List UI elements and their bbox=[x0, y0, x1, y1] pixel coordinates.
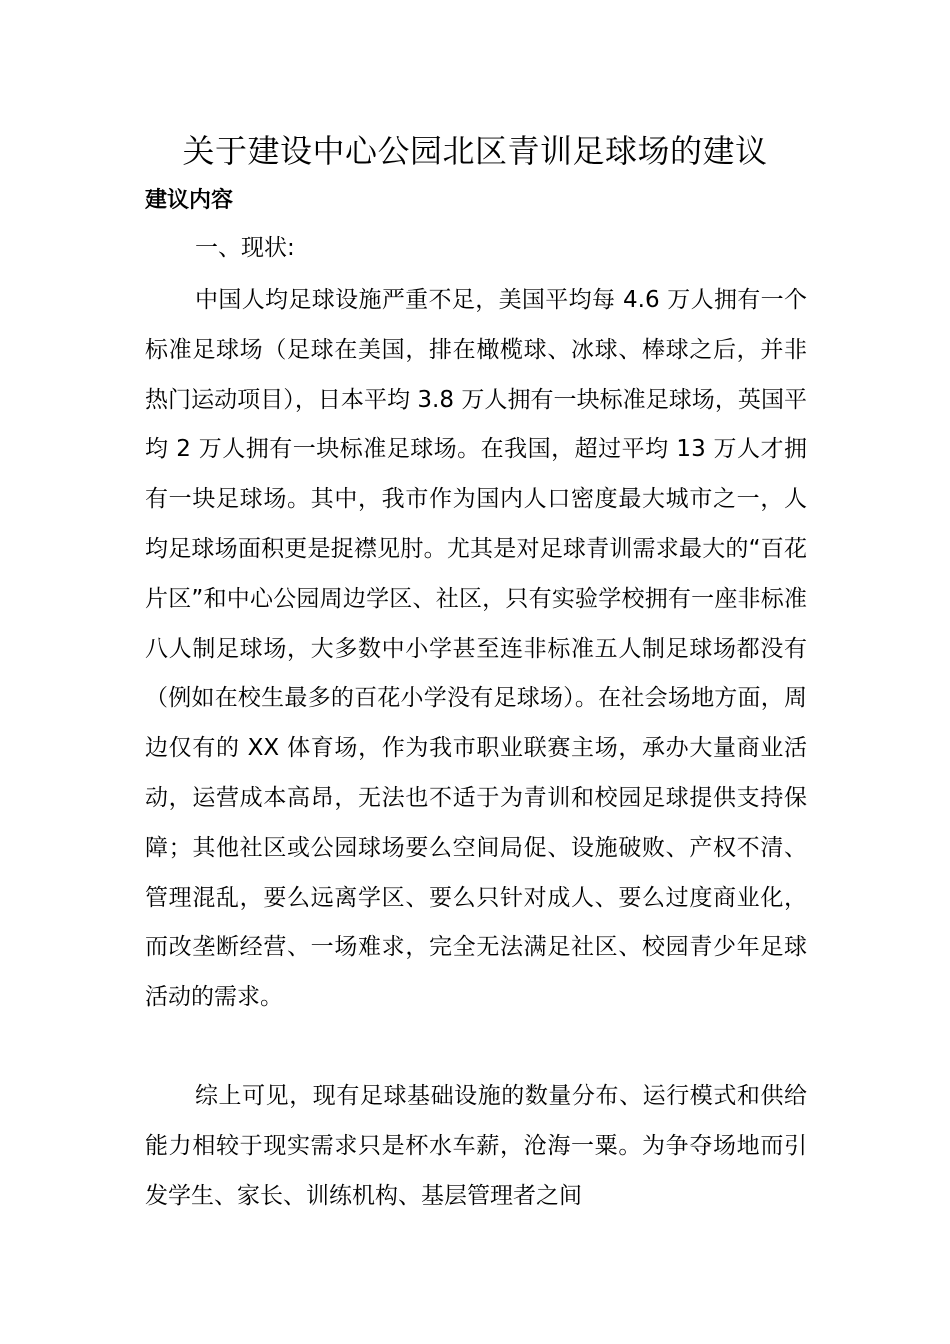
section-heading: 一、现状: bbox=[195, 235, 295, 261]
paragraph-status: 中国人均足球设施严重不足，美国平均每 4.6 万人拥有一个标准足球场（足球在美国，排在橄榄球、冰球、棒球之后，并非热门运动项目），日本平均 3.8 万人拥有一块标准足球场，英国平均 2 万人拥有一块标准足球场。在我国，超过平均 13 万人才拥有一块足球场。其中，我市作为国内人口密度最大城市之一，人均足球场面积更是捉襟见肘。尤其是对足球青训需求最大的“百花片区”和中心公园周边学区、社区，只有实验学校拥有一座非标准八人制足球场，大多数中小学甚至连非标准五人制足球场都没有（例如在校生最多的百花小学没有足球场）。在社会场地方面，周边仅有的 XX 体育场，作为我市职业联赛主场，承办大量商业活动，运营成本高昂，无法也不适于为青训和校园足球提供支持保障；其他社区或公园球场要么空间局促、设施破败、产权不清、管理混乱，要么远离学区、要么只针对成人、要么过度商业化，而改垄断经营、一场难求，完全无法满足社区、校园青少年足球活动的需求。 bbox=[145, 287, 807, 1011]
paragraph-summary: 综上可见，现有足球基础设施的数量分布、运行模式和供给能力相较于现实需求只是杯水车薪，沧海一粟。为争夺场地而引发学生、家长、训练机构、基层管理者之间 bbox=[145, 1083, 807, 1209]
subheading: 建议内容 bbox=[145, 188, 234, 213]
document-title: 关于建设中心公园北区青训足球场的建议 bbox=[182, 132, 768, 170]
